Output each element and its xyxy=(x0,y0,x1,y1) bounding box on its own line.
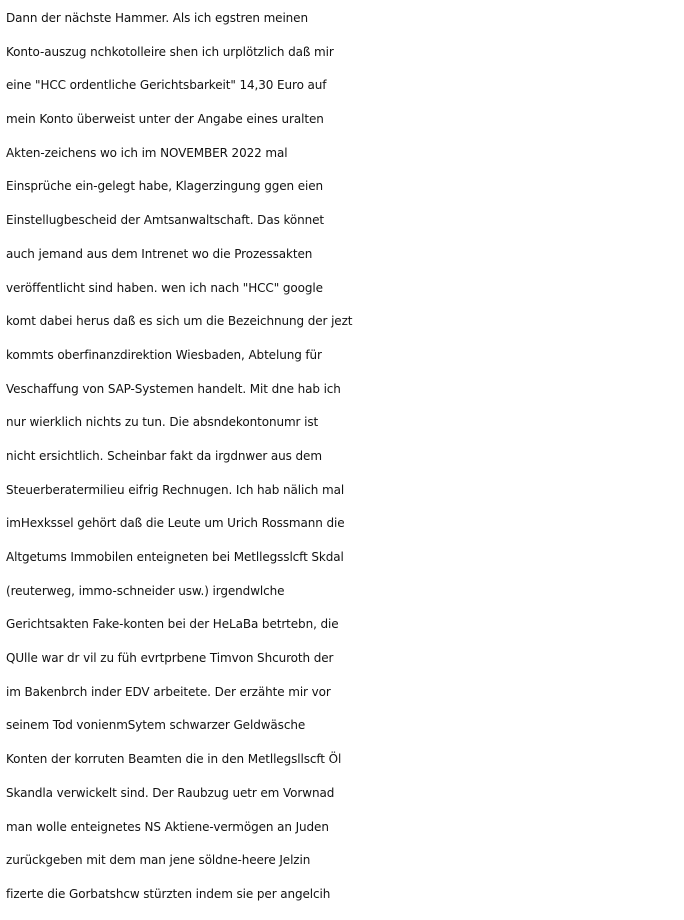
text-line: fizerte die Gorbatshcw stürzten indem sie per angelcih xyxy=(6,886,331,901)
text-line: seinem Tod vonienmSytem schwarzer Geldwäsche xyxy=(6,718,306,733)
text-line: Dann der nächste Hammer. Als ich egstren meinen xyxy=(6,11,308,25)
text-line: Skandla verwickelt sind. Der Raubzug uetr em Vorwnad xyxy=(6,785,335,800)
text-line: QUlle war dr vil zu füh evrtprbene Timvon Shcuroth der xyxy=(6,651,334,666)
text-line: Akten-zeichens wo ich im NOVEMBER 2022 mal xyxy=(6,145,288,160)
text-line: Einstellugbescheid der Amtsanwaltschaft. Das könnet xyxy=(6,213,325,228)
text-line: nur wierklich nichts zu tun. Die absndekontonumr ist xyxy=(6,415,319,430)
text-line: nicht ersichtlich. Scheinbar fakt da irgdnwer aus dem xyxy=(6,448,322,463)
text-line: Gerichtsakten Fake-konten bei der HeLaBa betrtebn, die xyxy=(6,617,339,632)
text-line: kommts oberfinanzdirektion Wiesbaden, Abtelung für xyxy=(6,347,322,362)
text-line: Einsprüche ein-gelegt habe, Klagerzingung ggen eien xyxy=(6,179,324,194)
text-line: veröffentlicht sind haben. wen ich nach "HCC" google xyxy=(6,280,323,295)
text-line: (reuterweg, immo-schneider usw.) irgendwlche xyxy=(6,583,285,598)
text-line: man wolle enteignetes NS Aktiene-vermögen an Juden xyxy=(6,819,329,834)
text-line: eine "HCC ordentliche Gerichtsbarkeit" 14,30 Euro auf xyxy=(6,78,327,93)
text-line: Konten der korruten Beamten die in den Metllegsllscft Öl xyxy=(6,752,342,767)
document-text xyxy=(6,2,684,912)
text-line: Altgetums Immobilen enteigneten bei Metllegsslcft Skdal xyxy=(6,550,344,564)
text-line: Steuerberatermilieu eifrig Rechnugen. Ich hab nälich mal xyxy=(6,482,345,497)
text-line: zurückgeben mit dem man jene söldne-heere Jelzin xyxy=(6,853,311,868)
text-line: mein Konto überweist unter der Angabe eines uralten xyxy=(6,112,324,127)
text-line: Veschaffung von SAP-Systemen handelt. Mit dne hab ich xyxy=(6,381,341,396)
text-line: auch jemand aus dem Intrenet wo die Prozessakten xyxy=(6,246,313,261)
text-line: Konto-auszug nchkotolleire shen ich urplötzlich daß mir xyxy=(6,44,334,59)
text-line: imHexkssel gehört daß die Leute um Urich Rossmann die xyxy=(6,516,345,531)
text-line: im Bakenbrch inder EDV arbeitete. Der erzähte mir vor xyxy=(6,684,331,699)
text-line: komt dabei herus daß es sich um die Bezeichnung der jezt xyxy=(6,314,353,329)
